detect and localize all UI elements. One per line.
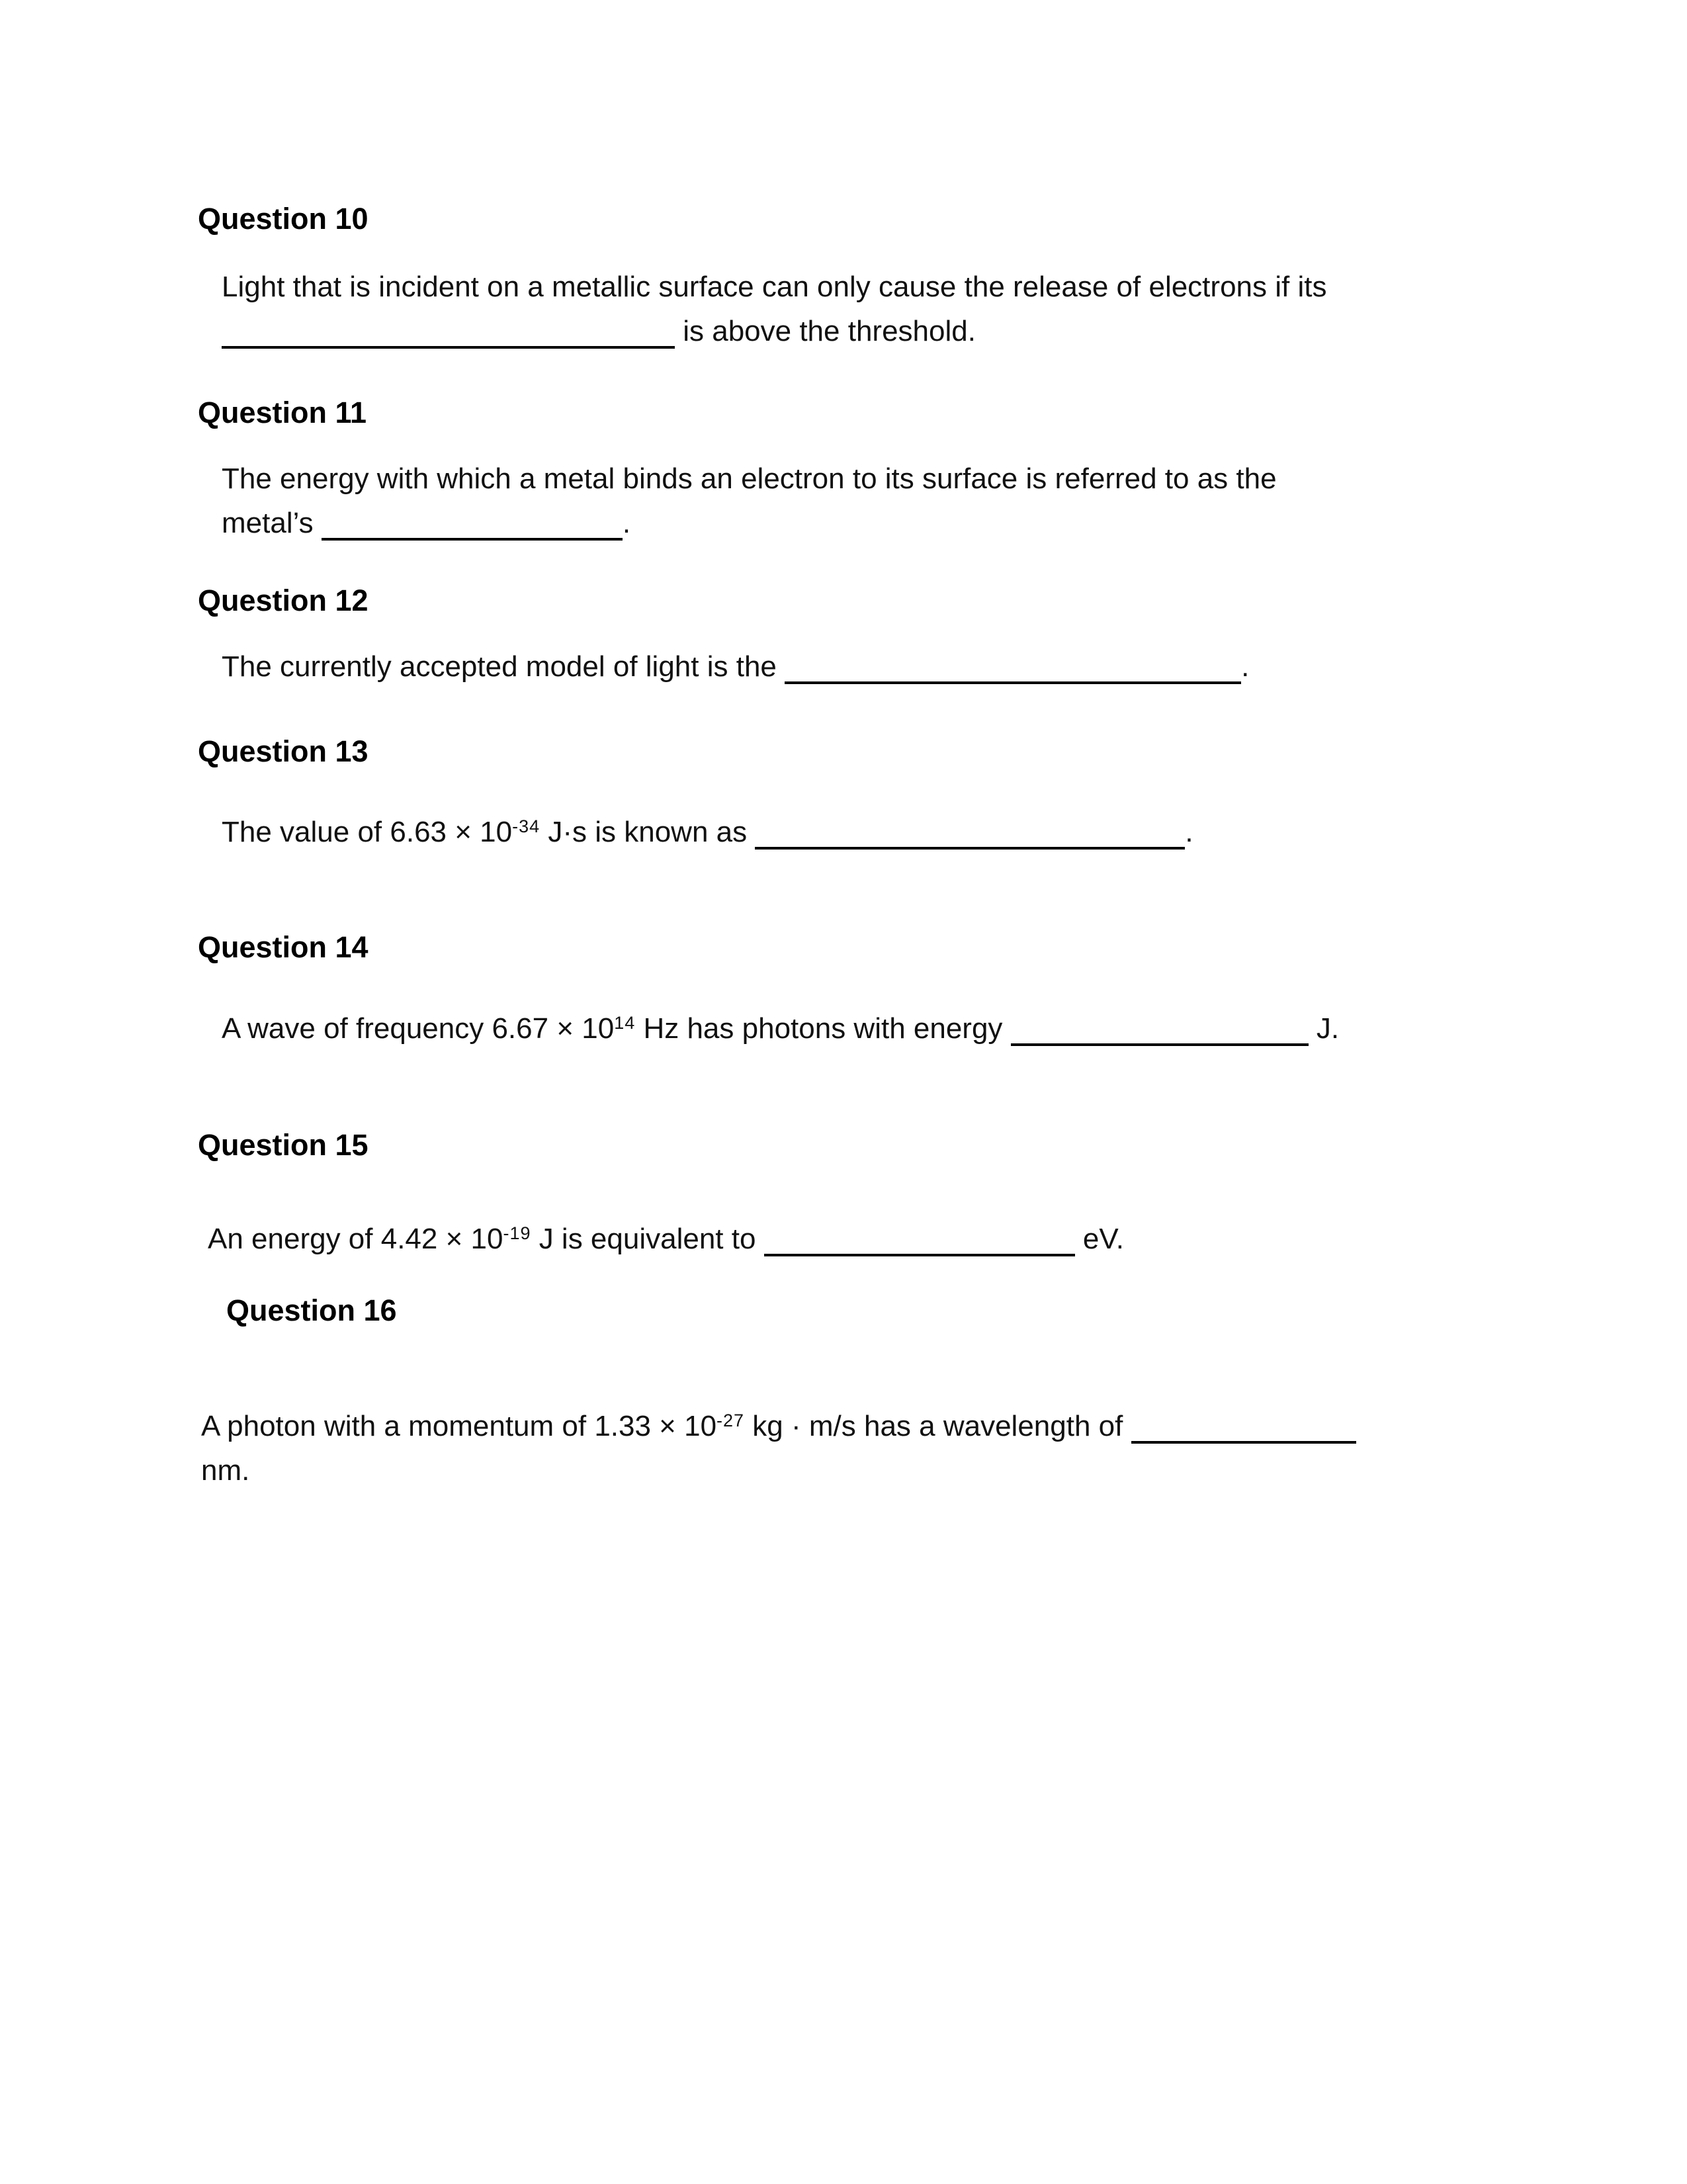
question-block bbox=[198, 736, 1514, 854]
question-block bbox=[198, 203, 1514, 353]
question-heading: Question 10 bbox=[198, 202, 368, 236]
answer-blank bbox=[785, 652, 1241, 684]
question-text: An energy of 4.42 × 10 bbox=[208, 1223, 503, 1255]
questions-container bbox=[198, 203, 1514, 1493]
question-text: . bbox=[1185, 816, 1193, 848]
question-text: eV. bbox=[1074, 1223, 1124, 1255]
question-text: J·s is known as bbox=[540, 816, 756, 848]
question-body bbox=[198, 1404, 1514, 1493]
question-text: Light that is incident on a metallic surface can only cause the release of electrons if its bbox=[222, 271, 1327, 303]
question-heading: Question 12 bbox=[198, 584, 368, 617]
question-text: is above the threshold. bbox=[675, 315, 976, 347]
question-heading: Question 15 bbox=[198, 1128, 368, 1162]
question-block bbox=[198, 1295, 1514, 1493]
answer-blank bbox=[755, 818, 1185, 850]
question-block bbox=[198, 585, 1514, 689]
question-block bbox=[198, 932, 1514, 1051]
answer-blank bbox=[1011, 1014, 1309, 1046]
question-text: . bbox=[622, 507, 631, 539]
question-text: nm. bbox=[201, 1454, 250, 1487]
question-body bbox=[198, 810, 1514, 854]
answer-blank bbox=[222, 317, 675, 349]
question-text: A wave of frequency 6.67 × 10 bbox=[222, 1012, 615, 1045]
question-heading: Question 16 bbox=[226, 1293, 397, 1327]
exponent-superscript: 14 bbox=[614, 1013, 636, 1033]
question-block bbox=[198, 397, 1514, 545]
question-text: . bbox=[1241, 650, 1250, 683]
exponent-superscript: -34 bbox=[512, 816, 541, 836]
answer-blank bbox=[1131, 1412, 1356, 1444]
question-text: The energy with which a metal binds an electron to its surface is referred to as the bbox=[222, 462, 1277, 495]
question-heading: Question 14 bbox=[198, 930, 368, 964]
answer-blank bbox=[764, 1225, 1075, 1256]
exponent-superscript: -19 bbox=[503, 1223, 531, 1243]
question-body bbox=[198, 265, 1514, 353]
question-text: The currently accepted model of light is the bbox=[222, 650, 785, 683]
answer-blank bbox=[322, 509, 623, 541]
question-block bbox=[198, 1129, 1514, 1261]
question-body bbox=[198, 1217, 1514, 1261]
question-text: Hz has photons with energy bbox=[635, 1012, 1011, 1045]
question-body bbox=[198, 1006, 1514, 1051]
question-text: J. bbox=[1308, 1012, 1340, 1045]
question-text: A photon with a momentum of 1.33 × 10 bbox=[201, 1410, 717, 1442]
exponent-superscript: -27 bbox=[716, 1411, 745, 1430]
question-text: kg · m/s has a wavelength of bbox=[744, 1410, 1131, 1442]
question-heading: Question 11 bbox=[198, 396, 367, 429]
question-heading: Question 13 bbox=[198, 734, 368, 768]
question-text: J is equivalent to bbox=[531, 1223, 764, 1255]
question-text: The value of 6.63 × 10 bbox=[222, 816, 513, 848]
question-body bbox=[198, 457, 1514, 545]
question-text: metal’s bbox=[222, 507, 322, 539]
question-body bbox=[198, 644, 1514, 689]
